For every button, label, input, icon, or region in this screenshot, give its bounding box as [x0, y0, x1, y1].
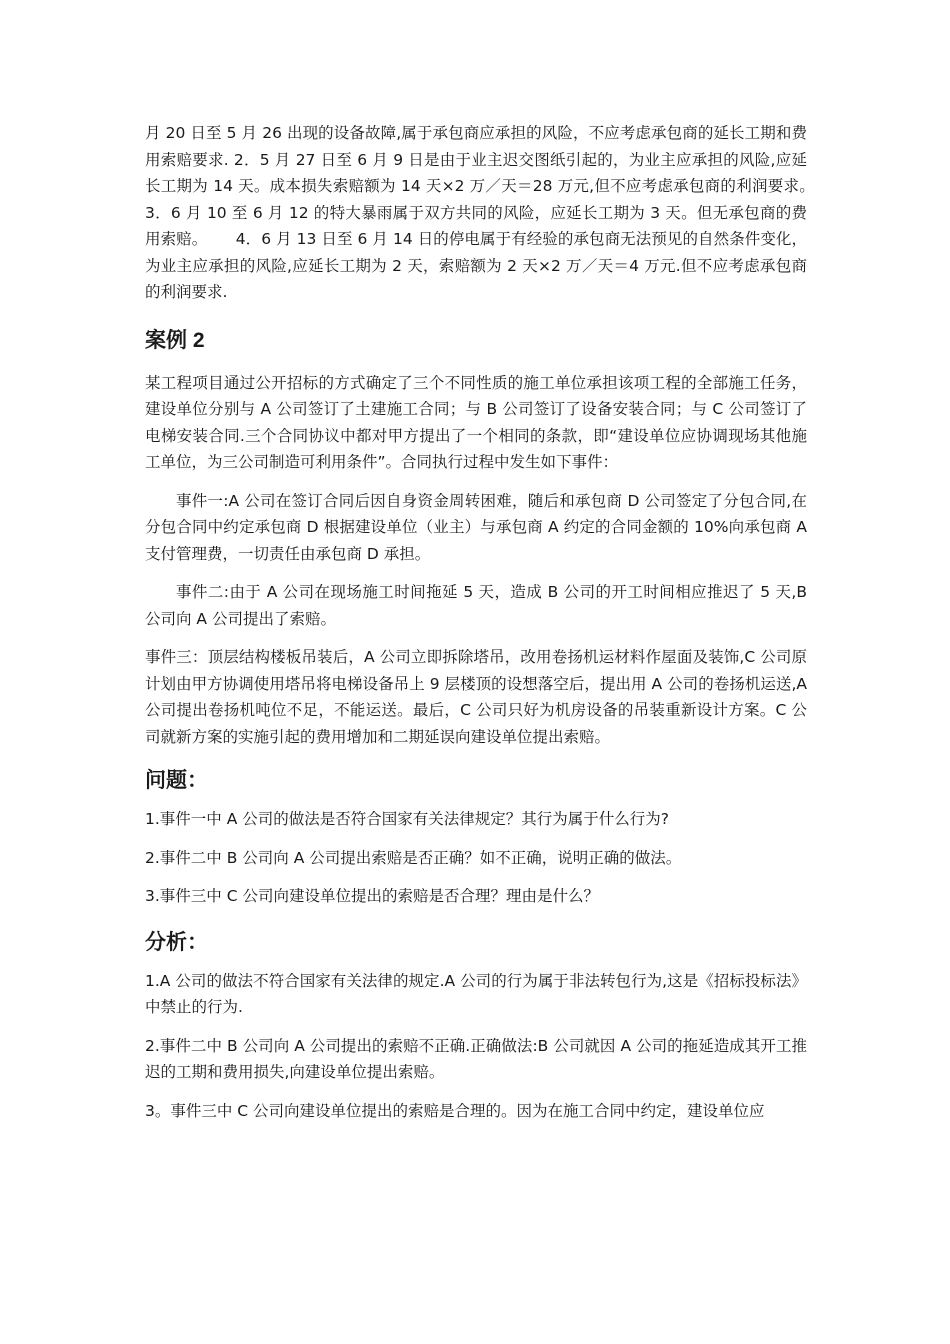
event3-paragraph: 事件三：顶层结构楼板吊装后，A 公司立即拆除塔吊，改用卷扬机运材料作屋面及装饰,C 公司原计划由甲方协调使用塔吊将电梯设备吊上 9 层楼顶的设想落空后，提出用 A 公司的卷扬机运送,A 公司提出卷扬机吨位不足，不能运送。最后，C 公司只好为机房设备的吊装重新设计方案。C 公司就新方案的实施引起的费用增加和二期延误向建设单位提出索赔。 — [145, 648, 807, 746]
question-item-2: 2.事件二中 B 公司向 A 公司提出索赔是否正确？如不正确，说明正确的做法。 — [145, 848, 682, 867]
question-item-1: 1.事件一中 A 公司的做法是否符合国家有关法律规定？其行为属于什么行为? — [145, 810, 669, 828]
case2-background: 某工程项目通过公开招标的方式确定了三个不同性质的施工单位承担该项工程的全部施工任务，建设单位分别与 A 公司签订了土建施工合同；与 B 公司签订了设备安装合同；与 C 公司签订了电梯安装合同.三个合同协议中都对甲方提出了一个相同的条款，即“建设单位应协调现场其他施工单位，为三公司制造可利用条件”。合同执行过程中发生如下事件： — [145, 373, 807, 471]
event2-paragraph: 事件二:由于 A 公司在现场施工时间拖延 5 天，造成 B 公司的开工时间相应推迟了 5 天,B 公司向 A 公司提出了索赔。 — [145, 583, 807, 628]
analysis-item-2: 2.事件二中 B 公司向 A 公司提出的索赔不正确.正确做法:B 公司就因 A 公司的拖延造成其开工推迟的工期和费用损失,向建设单位提出索赔。 — [145, 1036, 807, 1081]
analysis-heading: 分析： — [145, 930, 208, 954]
intro-paragraph: 月 20 日至 5 月 26 出现的设备故障,属于承包商应承担的风险，不应考虑承包商的延长工期和费用索赔要求. 2．5 月 27 日至 6 月 9 日是由于业主迟交图纸引起的，为业主应承担的风险,应延长工期为 14 天。成本损失索赔额为 14 天×2 万／天＝28 万元,但不应考虑承包商的利润要求。 3．6 月 10 至 6 月 12 的特大暴雨属于双方共同的风险，应延长工期为 3 天。但无承包商的费用索赔。 4．6 月 13 日至 6 月 14 日的停电属于有经验的承包商无法预见的自然条件变化，为业主应承担的风险,应延长工期为 2 天，索赔额为 2 天×2 万／天＝4 万元.但不应考虑承包商的利润要求. — [145, 124, 843, 301]
case2-heading: 案例 2 — [145, 328, 205, 352]
event1-paragraph: 事件一:A 公司在签订合同后因自身资金周转困难，随后和承包商 D 公司签定了分包合同,在分包合同中约定承包商 D 根据建设单位（业主）与承包商 A 约定的合同金额的 10%向承包商 A 支付管理费，一切责任由承包商 D 承担。 — [145, 491, 807, 563]
question-item-3: 3.事件三中 C 公司向建设单位提出的索赔是否合理？理由是什么？ — [145, 887, 599, 905]
analysis-item-3: 3。事件三中 C 公司向建设单位提出的索赔是合理的。因为在施工合同中约定，建设单位应 — [145, 1101, 765, 1120]
questions-heading: 问题： — [145, 769, 208, 792]
analysis-item-1: 1.A 公司的做法不符合国家有关法律的规定.A 公司的行为属于非法转包行为,这是《招标投标法》中禁止的行为. — [145, 971, 807, 1016]
document-page — [145, 120, 843, 1136]
